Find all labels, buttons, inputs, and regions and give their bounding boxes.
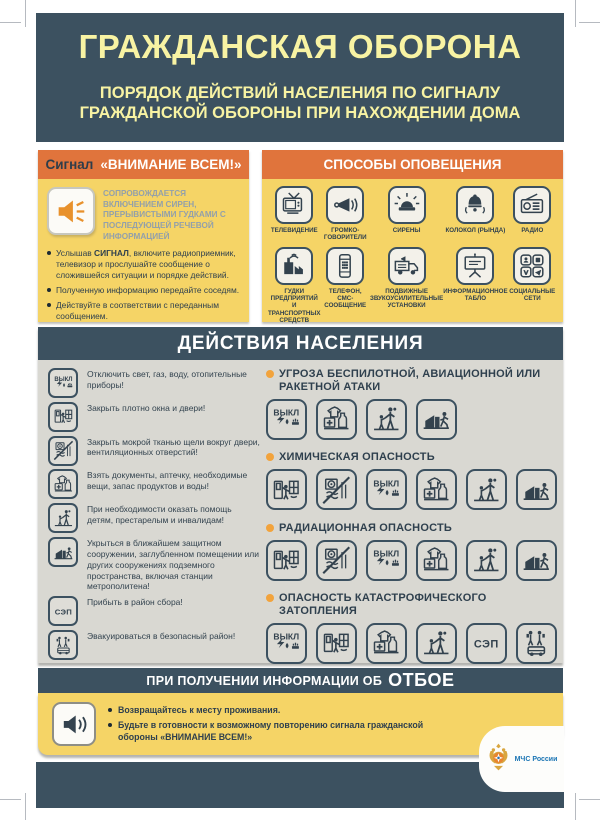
crop-mark [0, 22, 21, 23]
alert-methods-header: СПОСОБЫ ОПОВЕЩЕНИЯ [262, 150, 563, 179]
alert-methods-grid [262, 179, 563, 324]
signal-bullet-item [47, 248, 240, 281]
alert-method-label: ПОДВИЖНЫЕ ЗВУКОУСИЛИТЕЛЬНЫЕ УСТАНОВКИ [369, 287, 444, 310]
alert-method [443, 247, 507, 325]
assist-people-icon [416, 623, 457, 664]
assist-people-icon [466, 540, 507, 581]
alert-method-label: ГУДКИ ПРЕДПРИЯТИЙ И ТРАНСПОРТНЫХ СРЕДСТВ [268, 287, 321, 324]
action-text: Укрыться в ближайшем защитном сооружении, заглубленном помещении или других сооружениях подземного пространства, включая станции метрополитена! [87, 537, 259, 592]
siren-icon [388, 186, 426, 224]
signal-bullet-item [47, 285, 240, 296]
bullet-dot-icon [266, 453, 274, 461]
threat-category-icons [266, 623, 557, 664]
action-item [48, 368, 260, 398]
threat-category-icons [266, 399, 557, 440]
threat-category-radiation [266, 522, 557, 581]
factory-icon [275, 247, 313, 285]
alert-method-label: КОЛОКОЛ (РЫНДА) [445, 227, 506, 234]
bullet-dot-icon [266, 594, 274, 602]
info-board-icon [456, 247, 494, 285]
alert-method [268, 186, 321, 242]
signal-panel-header [38, 150, 249, 179]
all-clear-bullet-text: Будьте в готовности к возможному повторению сигнала гражданской обороны «ВНИМАНИЕ ВСЕМ!» [118, 720, 424, 742]
population-actions-body [38, 360, 563, 664]
mchs-logo-text: МЧС России [514, 755, 558, 763]
crop-mark [0, 799, 21, 800]
seal-vents-icon [48, 436, 78, 466]
alert-method-label: СОЦИАЛЬНЫЕ СЕТИ [509, 287, 556, 302]
threat-categories [260, 368, 557, 664]
signal-title-main: «ВНИМАНИЕ ВСЕМ!» [100, 157, 242, 172]
alert-method [370, 247, 443, 325]
sound-truck-icon [388, 247, 426, 285]
threat-category-chemical [266, 451, 557, 510]
action-item [48, 630, 260, 660]
bullet-dot-icon [108, 723, 112, 727]
poster-subtitle [80, 83, 521, 123]
bullet-dot-icon [47, 288, 51, 292]
power-off-icon [266, 623, 307, 664]
signal-description: СОПРОВОЖДАЕТСЯ ВКЛЮЧЕНИЕМ СИРЕН, ПРЕРЫВИСТЫМИ ГУДКАМИ С ПОСЛЕДУЮЩЕЙ РЕЧЕВОЙ ИНФОРМАЦИЕЙ [103, 189, 226, 241]
loudspeaker-icon [326, 186, 364, 224]
tv-icon [275, 186, 313, 224]
action-text: Взять документы, аптечку, необходимые вещи, запас продуктов и воды! [87, 470, 248, 492]
title-banner [36, 13, 564, 142]
action-text: Закрыть мокрой тканью щели вокруг двери, вентиляционных отверстий! [87, 436, 260, 458]
action-item [48, 402, 260, 432]
crop-mark [579, 22, 600, 23]
mchs-logo [479, 726, 564, 792]
population-actions-section [38, 327, 563, 663]
assist-people-icon [48, 503, 78, 533]
speaker-icon [52, 702, 96, 746]
action-text: Эвакуироваться в безопасный район! [87, 630, 236, 641]
signal-bullet-list [47, 248, 240, 322]
take-shelter-icon [516, 469, 557, 510]
assist-people-icon [366, 399, 407, 440]
signal-bullet-text: Полученную информацию передайте соседям. [56, 285, 240, 296]
crop-mark [579, 799, 600, 800]
alert-method [508, 186, 557, 242]
crop-mark [25, 0, 26, 27]
action-text: Отключить свет, газ, воду, отопительные приборы! [87, 369, 247, 390]
all-clear-bullet-text: Возвращайтесь к месту проживания. [118, 704, 281, 715]
poster-title: ГРАЖДАНСКАЯ ОБОРОНА [78, 28, 522, 65]
take-supplies-icon [316, 399, 357, 440]
action-text: При необходимости оказать помощь детям, престарелым и инвалидам! [87, 504, 232, 526]
take-shelter-icon [516, 540, 557, 581]
action-item [48, 596, 260, 626]
all-clear-title-prefix: ПРИ ПОЛУЧЕНИИ ИНФОРМАЦИИ ОБ [146, 673, 383, 688]
alert-methods-panel [262, 150, 563, 322]
bullet-dot-icon [47, 303, 51, 307]
all-clear-bullet-item [108, 705, 438, 716]
signal-title-prefix: Сигнал [45, 157, 94, 172]
take-supplies-icon [416, 469, 457, 510]
sep-icon [48, 596, 78, 626]
action-item [48, 436, 260, 466]
signal-panel [38, 150, 249, 322]
take-shelter-icon [48, 537, 78, 567]
crop-mark [575, 793, 576, 820]
alert-method-label: ИНФОРМАЦИОННОЕ ТАБЛО [443, 287, 508, 302]
mchs-emblem-icon [486, 743, 511, 775]
alert-method [370, 186, 443, 242]
actions-list [48, 368, 260, 660]
action-text: Закрыть плотно окна и двери! [87, 402, 206, 413]
alert-method-label: ТЕЛЕВИДЕНИЕ [270, 227, 318, 234]
sep-icon [466, 623, 507, 664]
alert-method [268, 247, 321, 325]
threat-category-attack [266, 368, 557, 440]
power-off-icon [366, 469, 407, 510]
threat-category-title: ХИМИЧЕСКАЯ ОПАСНОСТЬ [266, 451, 557, 464]
seal-vents-icon [316, 469, 357, 510]
threat-category-title: ОПАСНОСТЬ КАТАСТРОФИЧЕСКОГО ЗАТОПЛЕНИЯ [266, 592, 557, 618]
power-off-icon [366, 540, 407, 581]
alert-method-label: ТЕЛЕФОН, СМС-СООБЩЕНИЕ [324, 287, 367, 310]
social-networks-icon [513, 247, 551, 285]
assist-people-icon [466, 469, 507, 510]
action-item [48, 503, 260, 533]
seal-vents-icon [316, 540, 357, 581]
signal-panel-body [38, 179, 249, 322]
take-shelter-icon [416, 399, 457, 440]
take-supplies-icon [416, 540, 457, 581]
phone-icon [326, 247, 364, 285]
take-supplies-icon [48, 469, 78, 499]
signal-bullet-item [47, 300, 240, 322]
threat-category-icons [266, 469, 557, 510]
crop-mark [25, 793, 26, 820]
alert-method-label: ГРОМКО-ГОВОРИТЕЛИ [323, 227, 367, 242]
population-actions-header: ДЕЙСТВИЯ НАСЕЛЕНИЯ [38, 327, 563, 360]
subtitle-line-1: ПОРЯДОК ДЕЙСТВИЙ НАСЕЛЕНИЯ ПО СИГНАЛУ [99, 84, 501, 102]
alert-method-label: СИРЕНЫ [392, 227, 421, 234]
power-off-icon [266, 399, 307, 440]
signal-bullet-text: Действуйте в соответствии с переданным сообщением. [56, 299, 219, 321]
bullet-dot-icon [108, 708, 112, 712]
action-text: Прибыть в район сбора! [87, 597, 183, 608]
all-clear-header [38, 668, 563, 693]
alert-method [508, 247, 557, 325]
signal-bullet-text: Услышав СИГНАЛ, включите радиоприемник, телевизор и прослушайте сообщение о сложившейся ситуации и порядке действий. [56, 248, 236, 281]
loudspeaker-orange-icon [47, 187, 95, 235]
all-clear-bullet-item [108, 720, 438, 743]
alert-method-label: РАДИО [521, 227, 544, 234]
close-windows-icon [48, 402, 78, 432]
crop-mark [575, 0, 576, 27]
alert-method [443, 186, 507, 242]
threat-category-title: РАДИАЦИОННАЯ ОПАСНОСТЬ [266, 522, 557, 535]
subtitle-line-2: ГРАЖДАНСКОЙ ОБОРОНЫ ПРИ НАХОЖДЕНИИ ДОМА [79, 104, 521, 123]
close-windows-icon [266, 469, 307, 510]
threat-category-icons [266, 540, 557, 581]
bullet-dot-icon [47, 251, 51, 255]
all-clear-title-emphasis: ОТБОЕ [388, 670, 455, 690]
close-windows-icon [266, 540, 307, 581]
threat-category-title: УГРОЗА БЕСПИЛОТНОЙ, АВИАЦИОННОЙ ИЛИ РАКЕТНОЙ АТАКИ [266, 368, 557, 394]
action-item [48, 469, 260, 499]
power-off-icon [48, 368, 78, 398]
radio-icon [513, 186, 551, 224]
threat-category-flood [266, 592, 557, 664]
action-item [48, 537, 260, 592]
all-clear-bullets [108, 705, 438, 743]
take-supplies-icon [366, 623, 407, 664]
evacuate-icon [48, 630, 78, 660]
bullet-dot-icon [266, 524, 274, 532]
bullet-dot-icon [266, 370, 274, 378]
close-windows-icon [316, 623, 357, 664]
bell-icon [456, 186, 494, 224]
alert-method [321, 247, 370, 325]
evacuate-icon [516, 623, 557, 664]
alert-method [321, 186, 370, 242]
